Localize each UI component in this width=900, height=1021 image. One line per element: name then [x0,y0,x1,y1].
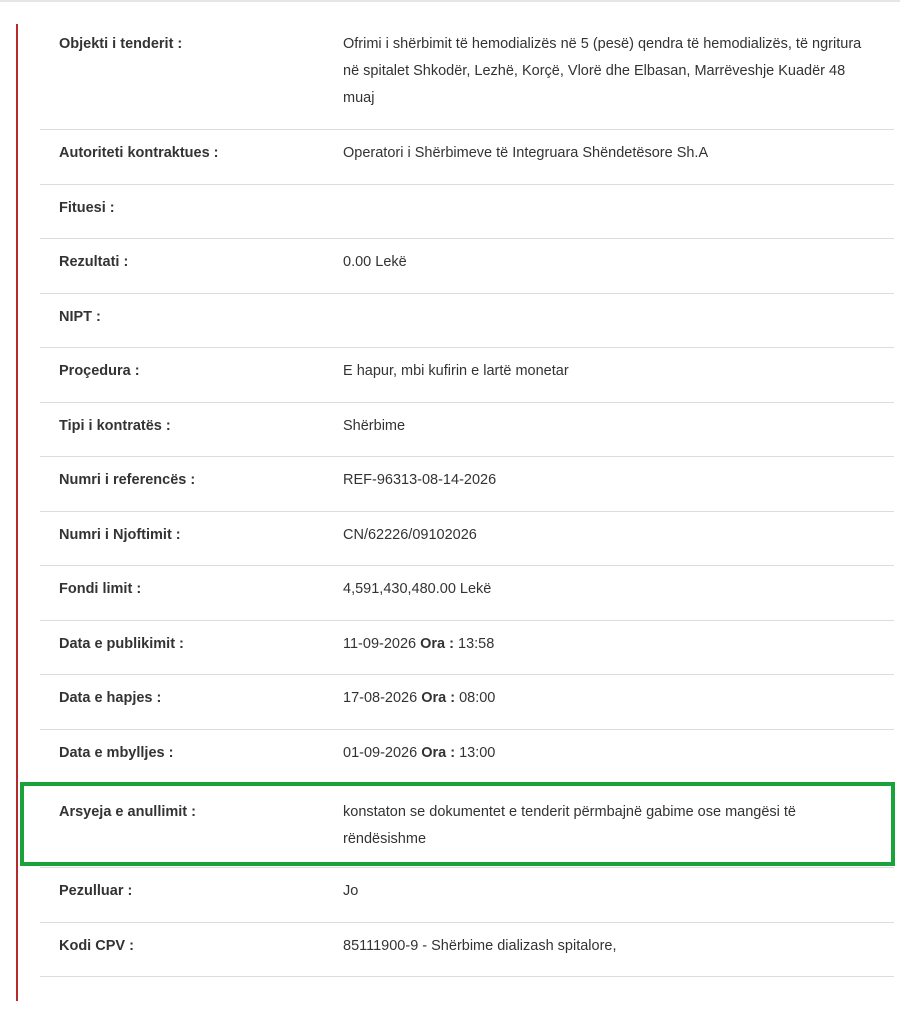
date-value: 01-09-2026 [343,744,418,761]
tender-details-table [40,23,894,977]
row-value: REF-96313-08-14-2026 [343,472,497,488]
row-pezulluar [40,868,894,923]
row-label: Kodi CPV : [59,937,134,954]
row-value: Jo [343,883,359,899]
time-value: 13:00 [459,744,496,761]
time-value: 13:58 [458,635,495,652]
row-label: Rezultati : [59,254,129,270]
ora-label: Ora : [421,744,456,761]
date-value: 17-08-2026 [343,690,418,706]
row-autoriteti [40,130,894,185]
row-objekti [40,23,894,130]
left-accent-rule [16,24,18,1001]
row-value: Ofrimi i shërbimit të hemodializës në 5 (pesë) qendra të hemodializës, të ngritura në spitalet Shkodër, Lezhë, Korçë, Vlorë dhe Elbasan, Marrëveshje Kuadër 48 muaj [343,36,862,106]
row-arsyeja-anullimit [40,784,894,868]
row-value: Shërbime [343,417,406,434]
row-rezultati [40,239,894,294]
row-value: konstaton se dokumentet e tenderit përmbajnë gabime ose mangësi të rëndësishme [343,804,796,847]
row-value [343,740,894,770]
row-label: Data e hapjes : [59,690,162,706]
row-label: Objekti i tenderit : [59,36,183,52]
row-value: CN/62226/09102026 [343,526,477,543]
row-label: Proçedura : [59,363,140,379]
row-data-hapjes [40,675,894,730]
row-label: Data e publikimit : [59,635,184,652]
row-value [343,195,894,225]
row-label: Numri i Njoftimit : [59,526,181,543]
row-label: Autoriteti kontraktues : [59,145,219,161]
row-value: 0.00 Lekë [343,254,407,270]
row-label: NIPT : [59,308,101,325]
row-data-mbylljes [40,730,894,785]
date-value: 11-09-2026 [343,635,417,652]
row-value [343,304,894,334]
top-divider [0,0,900,2]
row-label: Arsyeja e anullimit : [59,804,196,820]
row-value: 85111900-9 - Shërbime dializash spitalore, [343,937,617,954]
row-data-publikimit [40,621,894,676]
row-fituesi [40,185,894,240]
row-fondi-limit [40,566,894,621]
row-label: Tipi i kontratës : [59,417,171,434]
row-nipt [40,294,894,349]
ora-label: Ora : [420,635,454,652]
row-numri-njoftimit [40,512,894,567]
row-value [343,631,894,661]
row-value: 4,591,430,480.00 Lekë [343,581,492,597]
time-value: 08:00 [459,690,496,706]
row-value: E hapur, mbi kufirin e lartë monetar [343,363,569,379]
row-label: Data e mbylljes : [59,744,174,761]
row-kodi-cpv [40,923,894,978]
row-tipi-kontrates [40,403,894,458]
row-label: Fondi limit : [59,581,142,597]
row-label: Fituesi : [59,199,115,216]
row-value [343,685,894,715]
row-label: Numri i referencës : [59,472,196,488]
ora-label: Ora : [421,690,456,706]
row-label: Pezulluar : [59,883,133,899]
row-procedura [40,348,894,403]
row-numri-references [40,457,894,512]
row-value: Operatori i Shërbimeve të Integruara Shëndetësore Sh.A [343,145,709,161]
